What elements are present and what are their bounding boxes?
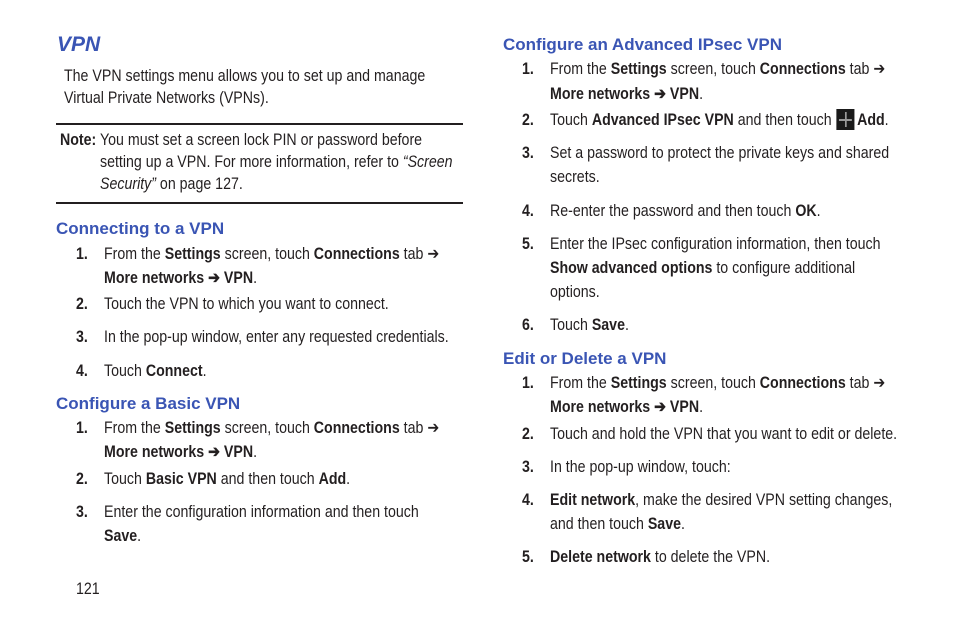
- step-text-line: [550, 109, 889, 131]
- text-segment: .: [253, 269, 258, 287]
- text-segment: and then touch: [216, 470, 319, 488]
- step-number: 5.: [522, 235, 534, 253]
- step-number: 4.: [522, 202, 534, 220]
- step-text-line: [550, 58, 885, 80]
- text-segment: tab ➔: [845, 374, 886, 392]
- step-text-line: [550, 314, 629, 336]
- step-number: 3.: [522, 458, 534, 476]
- text-segment: More networks ➔ VPN: [550, 85, 700, 103]
- text-segment: .: [680, 515, 685, 533]
- section-heading: Configure an Advanced IPsec VPN: [503, 35, 782, 54]
- text-segment: Settings: [610, 60, 667, 78]
- text-segment: Save: [104, 527, 138, 545]
- step-number: 4.: [76, 362, 88, 380]
- text-segment: to configure additional: [712, 259, 856, 277]
- text-segment: on page 127.: [155, 175, 243, 193]
- text-segment: More networks ➔ VPN: [104, 269, 254, 287]
- step-text-line: [104, 267, 257, 289]
- text-segment: .: [346, 470, 351, 488]
- text-segment: From the: [550, 374, 611, 392]
- step-number: 5.: [522, 548, 534, 566]
- step-text-line: [550, 83, 703, 105]
- text-segment: “Screen: [402, 153, 453, 171]
- text-segment: Re-enter the password and then touch: [550, 202, 796, 220]
- step-number: 1.: [522, 60, 534, 78]
- step-text-line: [550, 257, 855, 279]
- text-segment: Connections: [759, 60, 846, 78]
- section-heading: Edit or Delete a VPN: [503, 349, 667, 368]
- step-number: 3.: [76, 328, 88, 346]
- text-segment: tab ➔: [399, 245, 440, 263]
- text-segment: In the pop-up window, touch:: [550, 458, 731, 476]
- text-segment: Touch: [104, 470, 146, 488]
- step-text-line: [550, 142, 889, 164]
- text-segment: secrets.: [550, 168, 600, 186]
- text-segment: Touch the VPN to which you want to connect.: [104, 295, 389, 313]
- text-segment: From the: [104, 245, 165, 263]
- text-segment: .: [253, 443, 258, 461]
- text-segment: .: [624, 316, 629, 334]
- step-text-line: [104, 360, 207, 382]
- step-number: 2.: [76, 470, 88, 488]
- step-text-line: [104, 326, 449, 348]
- step-text-line: [104, 525, 141, 547]
- text-segment: to delete the VPN.: [650, 548, 771, 566]
- text-segment: The VPN settings menu allows you to set up and manage: [64, 67, 426, 85]
- text-segment: From the: [550, 60, 611, 78]
- text-segment: and then touch: [550, 515, 648, 533]
- text-segment: tab ➔: [845, 60, 886, 78]
- step-text-line: [104, 417, 439, 439]
- step-text-line: [550, 200, 821, 222]
- text-segment: Settings: [164, 419, 221, 437]
- text-segment: options.: [550, 283, 600, 301]
- step-number: 3.: [522, 144, 534, 162]
- step-text-line: [104, 293, 389, 315]
- step-text-line: [550, 489, 892, 511]
- text-segment: Connections: [313, 419, 400, 437]
- text-segment: Enter the configuration information and then touch: [104, 503, 419, 521]
- text-segment: .: [202, 362, 207, 380]
- text-segment: setting up a VPN. For more information, refer to: [100, 153, 403, 171]
- text-segment: OK: [795, 202, 817, 220]
- text-segment: Settings: [610, 374, 667, 392]
- step-text-line: [550, 396, 703, 418]
- step-text-line: [104, 243, 439, 265]
- step-number: 2.: [522, 111, 534, 129]
- text-segment: Advanced IPsec VPN: [591, 111, 734, 129]
- text-segment: You must set a screen lock PIN or password before: [100, 131, 423, 149]
- text-segment: Add: [857, 111, 885, 129]
- add-icon: [836, 109, 854, 130]
- text-segment: In the pop-up window, enter any requested credentials.: [104, 328, 449, 346]
- step-text-line: [550, 546, 770, 568]
- step-number: 1.: [522, 374, 534, 392]
- step-text-line: [550, 166, 600, 188]
- text-segment: and then touch: [733, 111, 836, 129]
- intro-line: [64, 65, 425, 87]
- step-number: 6.: [522, 316, 534, 334]
- step-text-line: [104, 468, 350, 490]
- text-segment: Save: [591, 316, 625, 334]
- text-segment: .: [884, 111, 889, 129]
- divider: [56, 202, 463, 204]
- step-number: 2.: [76, 295, 88, 313]
- text-segment: Delete network: [550, 548, 651, 566]
- text-segment: Connect: [145, 362, 203, 380]
- text-segment: .: [699, 85, 704, 103]
- text-segment: Security”: [100, 175, 156, 193]
- text-segment: From the: [104, 419, 165, 437]
- step-number: 3.: [76, 503, 88, 521]
- step-number: 1.: [76, 419, 88, 437]
- step-text-line: [550, 423, 897, 445]
- section-heading: Configure a Basic VPN: [56, 394, 241, 413]
- text-segment: , make the desired VPN setting changes,: [635, 491, 893, 509]
- step-text-line: [104, 501, 419, 523]
- note-line: [100, 173, 243, 195]
- intro-line: [64, 87, 269, 109]
- text-segment: Touch: [550, 316, 592, 334]
- text-segment: Show advanced options: [550, 259, 713, 277]
- page-title: VPN: [57, 33, 101, 56]
- text-segment: Connections: [759, 374, 846, 392]
- text-segment: Add: [318, 470, 347, 488]
- text-segment: screen, touch: [666, 60, 760, 78]
- note-label: Note:: [60, 131, 97, 149]
- step-text-line: [550, 233, 881, 255]
- note-line: [100, 129, 422, 151]
- text-segment: Touch and hold the VPN that you want to edit or delete.: [550, 425, 898, 443]
- text-segment: Touch: [550, 111, 592, 129]
- step-text-line: [550, 456, 731, 478]
- text-segment: Save: [647, 515, 681, 533]
- text-segment: Touch: [104, 362, 146, 380]
- text-segment: tab ➔: [399, 419, 440, 437]
- text-segment: screen, touch: [220, 419, 314, 437]
- text-segment: .: [137, 527, 142, 545]
- step-text-line: [550, 372, 885, 394]
- step-text-line: [550, 281, 600, 303]
- text-segment: screen, touch: [220, 245, 314, 263]
- text-segment: Set a password to protect the private keys and shared: [550, 144, 890, 162]
- divider: [56, 123, 463, 125]
- step-number: 1.: [76, 245, 88, 263]
- text-segment: screen, touch: [666, 374, 760, 392]
- text-segment: Enter the IPsec configuration information, then touch: [550, 235, 881, 253]
- text-segment: More networks ➔ VPN: [550, 398, 700, 416]
- step-text-line: [550, 513, 685, 535]
- note-line: [100, 151, 453, 173]
- text-segment: Basic VPN: [145, 470, 217, 488]
- text-segment: More networks ➔ VPN: [104, 443, 254, 461]
- step-text-line: [104, 441, 257, 463]
- text-segment: Edit network: [550, 491, 636, 509]
- page-number: 121: [76, 580, 100, 598]
- text-segment: .: [699, 398, 704, 416]
- text-segment: Connections: [313, 245, 400, 263]
- step-number: 4.: [522, 491, 534, 509]
- step-number: 2.: [522, 425, 534, 443]
- text-segment: Virtual Private Networks (VPNs).: [64, 89, 269, 107]
- section-heading: Connecting to a VPN: [56, 219, 225, 238]
- text-segment: Settings: [164, 245, 221, 263]
- text-segment: .: [816, 202, 821, 220]
